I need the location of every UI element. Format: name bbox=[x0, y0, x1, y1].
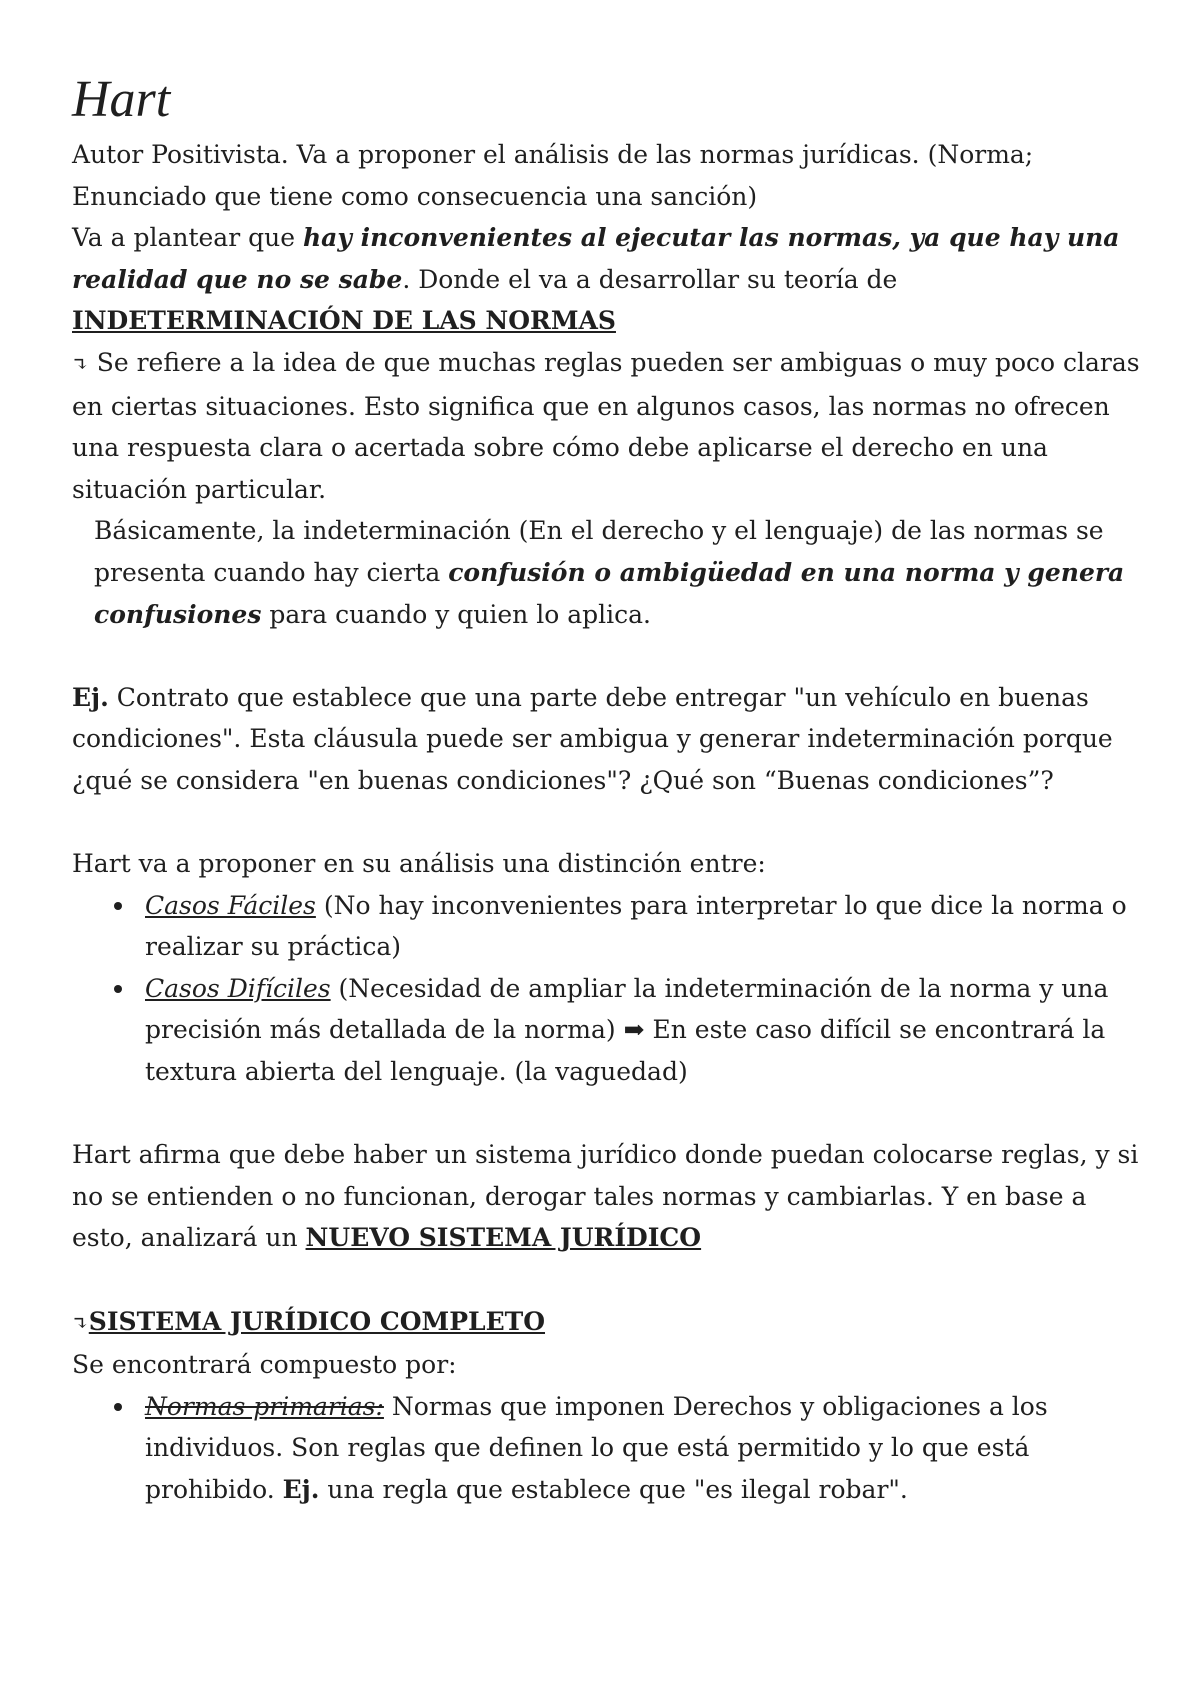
example-text: Contrato que establece que una parte debe entregar "un vehículo en buenas condiciones". Esta cláusula puede ser ambigua y generar indeterminación porque ¿qué se considera "en buenas condiciones"? ¿Qué son “Buenas condiciones”? bbox=[72, 682, 1113, 795]
casos-dificiles-text-2: En este caso difícil se encontrará la textura abierta del lenguaje. (la vaguedad) bbox=[145, 1015, 1106, 1087]
basicamente-text: Básicamente, la indeterminación (En el derecho y el lenguaje) de las normas se presenta cuando hay cierta bbox=[94, 516, 1104, 587]
casos-faciles-term: Casos Fáciles bbox=[145, 890, 316, 920]
normas-primarias-term: Normas primarias: bbox=[145, 1391, 384, 1421]
sistema-text: Hart afirma que debe haber un sistema jurídico donde puedan colocarse reglas, y si no se entienden o no funcionan, derogar tales normas y cambiarlas. Y en base a esto, analizará un bbox=[72, 1140, 1139, 1253]
spacer bbox=[72, 1259, 1140, 1301]
casos-faciles-text: (No hay inconvenientes para interpretar lo que dice la norma o realizar su práctica) bbox=[145, 890, 1127, 962]
basicamente-post-text: para cuando y quien lo aplica. bbox=[261, 599, 651, 629]
list-item bbox=[145, 1386, 1140, 1511]
intro-paragraph bbox=[72, 134, 1140, 342]
normas-primarias-text: Normas que imponen Derechos y obligaciones a los individuos. Son reglas que definen lo que está permitido y lo que está prohibido. bbox=[145, 1391, 1048, 1504]
example-paragraph bbox=[72, 677, 1140, 802]
plantear-post-text: . Donde el va a desarrollar su teoría de bbox=[402, 264, 898, 294]
spacer bbox=[72, 802, 1140, 844]
normas-primarias-text-2: una regla que establece que "es ilegal robar". bbox=[319, 1475, 908, 1504]
completo-list bbox=[72, 1386, 1140, 1511]
example-label: Ej. bbox=[72, 682, 109, 712]
list-item bbox=[145, 968, 1140, 1093]
indeterminacion-paragraph bbox=[72, 342, 1140, 510]
sistema-completo-heading: SISTEMA JURÍDICO COMPLETO bbox=[88, 1306, 546, 1336]
casos-dificiles-term: Casos Difíciles bbox=[145, 973, 331, 1003]
distincion-list bbox=[72, 885, 1140, 1093]
right-arrow-icon: ➡ bbox=[623, 1015, 645, 1045]
normas-primarias-ej-label: Ej. bbox=[282, 1475, 320, 1504]
basicamente-paragraph bbox=[72, 510, 1140, 635]
sistema-paragraph bbox=[72, 1134, 1140, 1259]
indeterminacion-text: Se refiere a la idea de que muchas reglas pueden ser ambiguas o muy poco claras en ciertas situaciones. Esto significa que en algunos casos, las normas no ofrecen una respuesta clara o acertada sobre cómo debe aplicarse el derecho en una situación particular. bbox=[72, 347, 1140, 504]
plantear-emphasis: hay inconvenientes al ejecutar las normas, ya que hay una realidad que no se sabe bbox=[72, 223, 1120, 294]
basicamente-emphasis: confusión o ambigüedad en una norma y genera confusiones bbox=[94, 557, 1125, 629]
document-title: Hart bbox=[72, 71, 171, 128]
distincion-intro: Hart va a proponer en su análisis una distinción entre: bbox=[72, 849, 766, 879]
nuevo-sistema-heading: NUEVO SISTEMA JURÍDICO bbox=[305, 1223, 702, 1253]
completo-intro: Se encontrará compuesto por: bbox=[72, 1350, 457, 1380]
list-item bbox=[145, 885, 1140, 968]
indeterminacion-heading: INDETERMINACIÓN DE LAS NORMAS bbox=[72, 306, 616, 336]
intro-text: Autor Positivista. Va a proponer el análisis de las normas jurídicas. (Norma; Enunciado que tiene como consecuencia una sanción) bbox=[72, 140, 1034, 211]
curved-arrow-icon: ↴ bbox=[72, 351, 89, 376]
curved-arrow-icon: ↴ bbox=[72, 1310, 89, 1335]
spacer bbox=[72, 635, 1140, 677]
plantear-text: Va a plantear que bbox=[72, 223, 303, 253]
completo-heading-line bbox=[72, 1301, 1140, 1345]
document-page bbox=[72, 70, 1140, 1511]
spacer bbox=[72, 1093, 1140, 1135]
casos-dificiles-text: (Necesidad de ampliar la indeterminación de la norma y una precisión más detallada de la norma) bbox=[145, 973, 1109, 1045]
